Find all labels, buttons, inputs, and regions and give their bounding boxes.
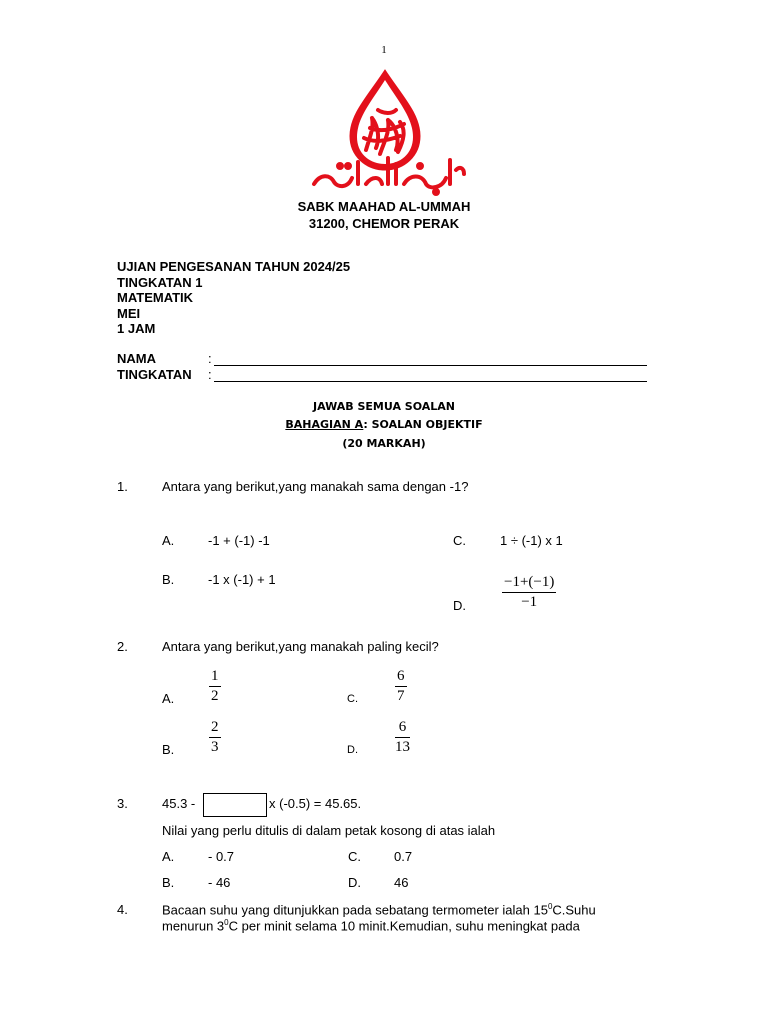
q3-d-option[interactable]: 46 (394, 875, 409, 890)
exam-title: UJIAN PENGESANAN TAHUN 2024/25 (117, 259, 351, 274)
q4-text-line1 (162, 902, 596, 917)
logo-drop-emblem (350, 70, 420, 170)
class-label: TINGKATAN (117, 367, 192, 382)
q2-c-option[interactable] (395, 667, 407, 706)
section-marks: (20 MARKAH) (342, 437, 426, 450)
logo-calligraphy-text (314, 158, 464, 194)
class-field-line[interactable] (214, 381, 647, 382)
q1-a-label: A. (162, 533, 175, 548)
exam-month: MEI (117, 306, 141, 321)
q1-c-option[interactable]: 1 ÷ (-1) x 1 (500, 533, 563, 548)
q3-text: Nilai yang perlu ditulis di dalam petak kosong di atas ialah (162, 823, 496, 838)
exam-subject: MATEMATIK (117, 290, 194, 305)
q4-degree-2: 0 (224, 918, 229, 927)
q2-c-denominator: 7 (397, 688, 405, 704)
q2-b-label: B. (162, 742, 175, 757)
q2-a-option[interactable] (209, 667, 221, 706)
school-logo (300, 66, 470, 196)
q1-text: Antara yang berikut,yang manakah sama dengan -1? (162, 479, 469, 494)
q3-c-label: C. (348, 849, 361, 864)
q2-a-label: A. (162, 691, 175, 706)
exam-duration: 1 JAM (117, 321, 156, 336)
q3-d-label: D. (348, 875, 361, 890)
q3-b-label: B. (162, 875, 175, 890)
q2-b-denominator: 3 (211, 739, 219, 755)
q3-expression-start: 45.3 - (162, 796, 196, 811)
q4-line2-start: menurun 3 (162, 918, 225, 934)
page-number: 1 (381, 44, 387, 56)
q3-a-option[interactable]: - 0.7 (208, 849, 235, 864)
q1-b-option[interactable]: -1 x (-1) + 1 (208, 572, 276, 587)
q2-d-label: D. (347, 744, 358, 756)
q3-answer-box[interactable] (203, 793, 267, 817)
name-colon: : (208, 351, 212, 366)
q3-c-option[interactable]: 0.7 (394, 849, 413, 864)
q3-expression-end: x (-0.5) = 45.65. (269, 796, 362, 811)
q2-b-numerator: 2 (209, 718, 221, 738)
exam-form: TINGKATAN 1 (117, 275, 203, 290)
school-header (0, 198, 768, 232)
q1-d-denominator: −1 (521, 594, 538, 610)
q1-d-option[interactable] (502, 573, 556, 612)
instruction-all: JAWAB SEMUA SOALAN (312, 400, 456, 413)
q1-number: 1. (117, 479, 128, 494)
school-address: 31200, CHEMOR PERAK (308, 216, 460, 231)
q2-text: Antara yang berikut,yang manakah paling kecil? (162, 639, 439, 654)
q2-a-numerator: 1 (209, 667, 221, 687)
q4-degree-1: 0 (547, 902, 553, 911)
class-colon: : (208, 367, 212, 382)
name-label: NAMA (117, 351, 156, 366)
section-heading (0, 418, 768, 431)
q3-number: 3. (117, 796, 128, 811)
q1-d-label: D. (453, 598, 466, 613)
q4-line1-end: C.Suhu (552, 902, 596, 918)
q3-b-option[interactable]: - 46 (208, 875, 231, 890)
q2-number: 2. (117, 639, 128, 654)
q2-d-numerator: 6 (395, 718, 410, 738)
section-type: : SOALAN OBJEKTIF (363, 418, 483, 431)
q4-text-line2 (162, 918, 580, 933)
q2-c-label: C. (347, 693, 358, 705)
name-field-line[interactable] (214, 365, 647, 366)
q4-number: 4. (117, 902, 128, 917)
q1-d-numerator: −1+(−1) (502, 573, 556, 593)
q2-a-denominator: 2 (211, 688, 219, 704)
q2-d-denominator: 13 (395, 739, 410, 755)
section-name: BAHAGIAN A (285, 418, 364, 431)
q1-a-option[interactable]: -1 + (-1) -1 (208, 533, 270, 548)
q2-d-option[interactable] (395, 718, 410, 757)
q2-b-option[interactable] (209, 718, 221, 757)
q4-line2-end: C per minit selama 10 minit.Kemudian, suhu meningkat pada (228, 918, 580, 934)
q1-c-label: C. (453, 533, 466, 548)
q2-c-numerator: 6 (395, 667, 407, 687)
q1-b-label: B. (162, 572, 175, 587)
q4-line1-start: Bacaan suhu yang ditunjukkan pada sebatang termometer ialah 15 (162, 902, 548, 918)
q3-a-label: A. (162, 849, 175, 864)
school-name: SABK MAAHAD AL-UMMAH (297, 199, 471, 214)
